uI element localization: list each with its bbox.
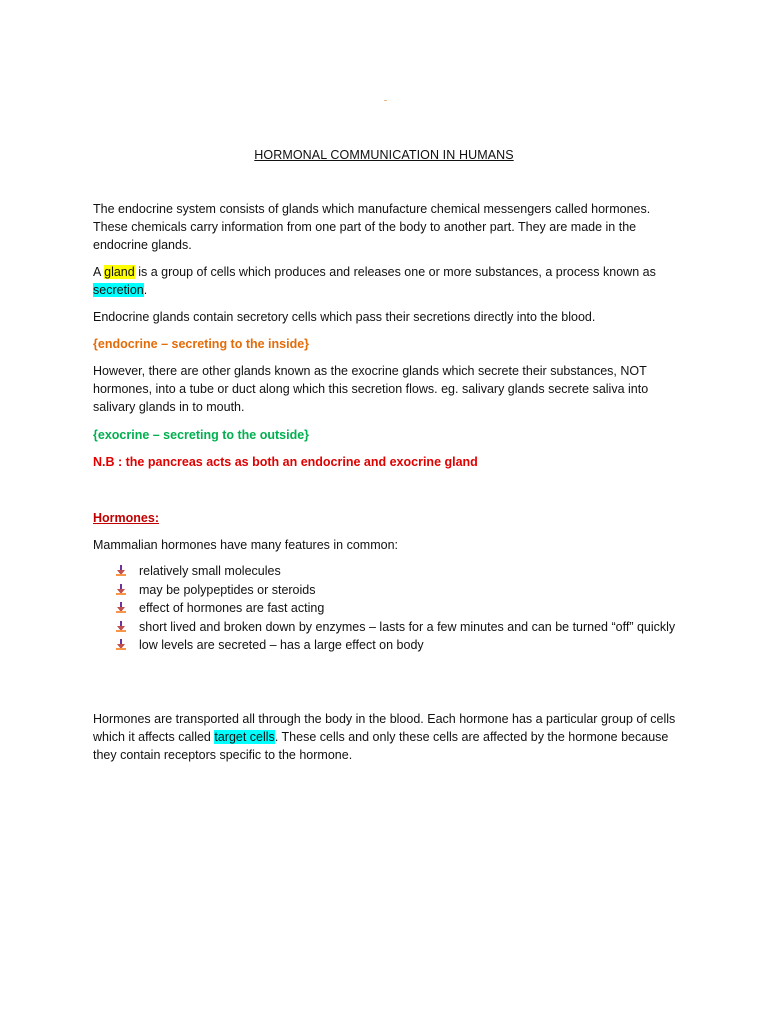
endocrine-paragraph: Endocrine glands contain secretory cells which pass their secretions directly into the blood.: [93, 310, 596, 324]
list-item: [112, 581, 682, 600]
feature-text: low levels are secreted – has a large effect on body: [139, 638, 424, 652]
feature-text: relatively small molecules: [139, 564, 281, 578]
gland-middle: is a group of cells which produces and releases one or more substances, a process known as: [134, 265, 656, 279]
nb-note: N.B : the pancreas acts as both an endocrine and exocrine gland: [93, 455, 478, 469]
transport-paragraph: [93, 710, 683, 764]
highlight-target-cells: target cells: [214, 730, 275, 744]
list-item: [112, 618, 682, 637]
hormones-heading: Hormones:: [93, 511, 159, 525]
intro-paragraph: The endocrine system consists of glands which manufacture chemical messengers called hormones. These chemicals carry information from one part of the body to another part. They are made in the endocrine glands.: [93, 202, 651, 252]
exocrine-paragraph: However, there are other glands known as the exocrine glands which secrete their substances, NOT hormones, into a tube or duct along which this secretion flows. eg. salivary glands secrete saliva into salivary glands in to mouth.: [93, 364, 649, 414]
arrow-bullet-icon: [116, 602, 126, 613]
gland-paragraph: [93, 263, 683, 299]
list-item: [112, 562, 682, 581]
arrow-bullet-icon: [116, 565, 126, 576]
list-item: [112, 599, 682, 618]
gland-suffix: .: [143, 283, 148, 297]
gland-prefix: A: [93, 265, 105, 279]
arrow-bullet-icon: [116, 584, 126, 595]
page-title: HORMONAL COMMUNICATION IN HUMANS: [254, 148, 514, 162]
arrow-bullet-icon: [116, 639, 126, 650]
page-mark: [384, 100, 387, 101]
feature-text: short lived and broken down by enzymes – lasts for a few minutes and can be turned “off” quickly: [139, 619, 676, 634]
highlight-gland: gland: [104, 265, 135, 279]
feature-text: effect of hormones are fast acting: [139, 601, 325, 615]
exocrine-note: {exocrine – secreting to the outside}: [93, 428, 310, 442]
transport-prefix: Hormones are transported all through the body in the blood. Each hormone has a particular group of cells which it affects called: [93, 712, 676, 744]
features-list: [112, 562, 682, 655]
list-item: [112, 636, 682, 655]
transport-suffix: . These cells and only these cells are affected by the hormone because they contain receptors specific to the hormone.: [93, 730, 669, 762]
arrow-bullet-icon: [116, 621, 126, 632]
feature-text: may be polypeptides or steroids: [139, 582, 316, 597]
endocrine-note: {endocrine – secreting to the inside}: [93, 337, 310, 351]
highlight-secretion: secretion: [93, 283, 144, 297]
hormones-intro: Mammalian hormones have many features in common:: [93, 538, 398, 552]
